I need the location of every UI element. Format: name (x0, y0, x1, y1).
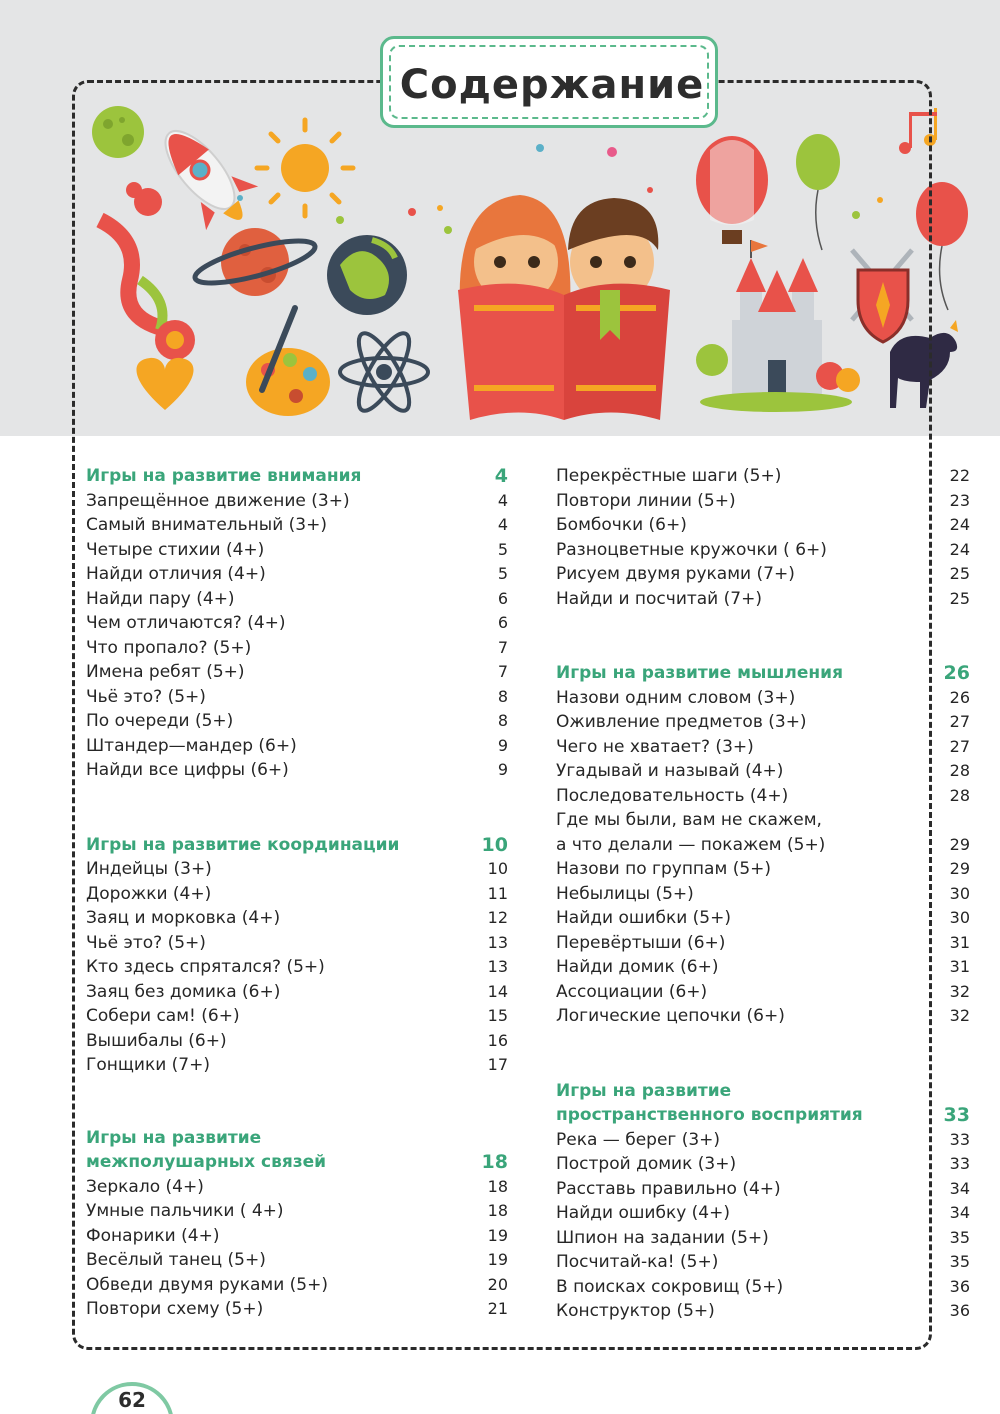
entry-title: Найди ошибку (4+) (556, 1203, 731, 1223)
entry-page-number: 36 (949, 1301, 970, 1320)
entry-title: Ассоциации (6+) (556, 981, 708, 1002)
entry-page-number: 12 (487, 908, 508, 927)
entry-title: Найди ошибки (5+) (556, 908, 731, 928)
section-heading[interactable] (86, 1126, 508, 1175)
contents-entry[interactable] (86, 709, 508, 734)
entry-title: Чем отличаются? (4+) (86, 613, 286, 633)
entry-title: Имена ребят (5+) (86, 662, 245, 682)
entry-page-number: 4 (497, 490, 508, 510)
contents-entry[interactable] (86, 734, 508, 759)
entry-title: Гонщики (7+) (86, 1055, 210, 1075)
entry-page-number: 34 (949, 1203, 970, 1222)
entry-title: Чьё это? (5+) (86, 686, 206, 707)
section-gap (86, 783, 508, 833)
contents-entry[interactable] (556, 464, 970, 489)
section-page-number: 18 (481, 1151, 508, 1173)
contents-entry[interactable] (556, 1152, 970, 1177)
contents-entry[interactable] (556, 1004, 970, 1029)
contents-entry[interactable] (556, 882, 970, 907)
entry-page-number: 18 (487, 1176, 508, 1196)
entry-page-number: 7 (497, 662, 508, 681)
contents-entry[interactable] (86, 489, 508, 514)
contents-entry[interactable] (86, 611, 508, 636)
entry-page-number: 4 (497, 515, 508, 534)
entry-title: Рисуем двумя руками (7+) (556, 564, 795, 584)
section-gap (86, 1078, 508, 1126)
contents-entry[interactable] (556, 1128, 970, 1153)
entry-page-number: 23 (949, 490, 970, 510)
section-heading-line: Игры на развитие внимания (86, 466, 362, 486)
entry-page-number: 24 (949, 539, 970, 559)
entry-title: Разноцветные кружочки ( 6+) (556, 539, 827, 560)
contents-entry[interactable] (556, 735, 970, 760)
entry-title: Заяц без домика (6+) (86, 981, 281, 1002)
contents-entry[interactable] (86, 1175, 508, 1200)
contents-entry[interactable] (86, 1004, 508, 1029)
contents-entry[interactable] (556, 538, 970, 563)
entry-title: Перевёртыши (6+) (556, 932, 726, 953)
entry-title: Шпион на задании (5+) (556, 1227, 769, 1248)
contents-section (86, 464, 508, 783)
entry-page-number: 24 (949, 515, 970, 534)
entry-page-number: 22 (949, 466, 970, 485)
section-page-number: 4 (494, 465, 508, 487)
page-title: Содержание (399, 62, 705, 108)
entry-title: Найди пару (4+) (86, 588, 235, 609)
entry-title: Бомбочки (6+) (556, 515, 687, 535)
entry-page-number: 16 (487, 1030, 508, 1050)
section-gap (556, 1029, 970, 1079)
contents-entry[interactable] (556, 1177, 970, 1202)
entry-page-number: 26 (949, 687, 970, 707)
contents-right-column (556, 464, 970, 1324)
contents-entry[interactable] (556, 784, 970, 809)
entry-title: Оживление предметов (3+) (556, 712, 807, 732)
entry-title: Найди домик (6+) (556, 957, 719, 977)
contents-entry[interactable] (86, 1199, 508, 1224)
entry-title: Логические цепочки (6+) (556, 1006, 785, 1026)
contents-entry[interactable] (556, 562, 970, 587)
entry-title: Штандер—мандер (6+) (86, 735, 297, 756)
entry-title: Перекрёстные шаги (5+) (556, 466, 782, 486)
entry-page-number: 5 (497, 564, 508, 583)
contents-entry[interactable] (556, 587, 970, 612)
contents-entry[interactable] (556, 1226, 970, 1251)
entry-page-number: 32 (949, 981, 970, 1001)
entry-title: Четыре стихии (4+) (86, 539, 265, 560)
entry-page-number: 27 (949, 736, 970, 756)
contents-entry[interactable] (86, 562, 508, 587)
entry-page-number: 33 (949, 1129, 970, 1149)
page-number: 62 (118, 1388, 146, 1412)
entry-title: Чего не хватает? (3+) (556, 736, 754, 757)
entry-page-number: 13 (487, 957, 508, 976)
section-heading-line: Игры на развитие (86, 1127, 262, 1148)
contents-entry[interactable] (556, 489, 970, 514)
entry-page-number: 30 (949, 908, 970, 927)
contents-entry[interactable] (556, 1299, 970, 1324)
entry-title: Назови одним словом (3+) (556, 687, 796, 708)
entry-page-number: 35 (949, 1227, 970, 1247)
contents-entry[interactable] (556, 808, 970, 857)
entry-title: Найди отличия (4+) (86, 564, 266, 584)
contents-entry[interactable] (556, 931, 970, 956)
entry-page-number: 7 (497, 637, 508, 657)
entry-page-number: 6 (497, 588, 508, 608)
section-heading-line: Игры на развитие (556, 1080, 732, 1101)
entry-title: Заяц и морковка (4+) (86, 908, 281, 928)
entry-title: Найди все цифры (6+) (86, 760, 289, 780)
entry-title: Собери сам! (6+) (86, 1006, 240, 1026)
section-heading[interactable] (556, 1079, 970, 1128)
contents-entry[interactable] (86, 1224, 508, 1249)
entry-page-number: 32 (949, 1006, 970, 1025)
contents-entry[interactable] (556, 1201, 970, 1226)
contents-entry[interactable] (86, 758, 508, 783)
contents-left-column (86, 464, 508, 1322)
entry-title: Кто здесь спрятался? (5+) (86, 957, 325, 977)
contents-entry[interactable] (556, 1275, 970, 1300)
contents-entry[interactable] (86, 980, 508, 1005)
entry-page-number: 25 (949, 564, 970, 583)
contents-entry[interactable] (556, 686, 970, 711)
entry-title: Конструктор (5+) (556, 1301, 715, 1321)
contents-entry[interactable] (86, 513, 508, 538)
entry-page-number: 9 (497, 735, 508, 755)
section-heading[interactable] (556, 661, 970, 686)
contents-entry[interactable] (556, 1250, 970, 1275)
contents-entry[interactable] (86, 1248, 508, 1273)
entry-page-number: 28 (949, 785, 970, 805)
entry-title: Река — берег (3+) (556, 1129, 721, 1150)
entry-title: Где мы были, вам не скажем, а что делали — покажем (5+) (556, 810, 826, 855)
contents-entry[interactable] (86, 857, 508, 882)
contents-entry[interactable] (86, 1273, 508, 1298)
entry-title: Назови по группам (5+) (556, 859, 772, 879)
entry-title: Самый внимательный (3+) (86, 515, 327, 535)
entry-page-number: 20 (487, 1274, 508, 1294)
entry-page-number: 31 (949, 932, 970, 952)
section-heading[interactable] (86, 833, 508, 858)
contents-entry[interactable] (86, 636, 508, 661)
contents-entry[interactable] (86, 931, 508, 956)
entry-page-number: 25 (949, 588, 970, 608)
entry-title: Чьё это? (5+) (86, 932, 206, 953)
contents-entry[interactable] (86, 660, 508, 685)
entry-title: Дорожки (4+) (86, 883, 212, 904)
contents-entry[interactable] (86, 955, 508, 980)
contents-section (86, 833, 508, 1078)
entry-title: Угадывай и называй (4+) (556, 761, 784, 781)
entry-page-number: 9 (497, 760, 508, 779)
entry-title: Последовательность (4+) (556, 785, 789, 806)
entry-title: Весёлый танец (5+) (86, 1250, 266, 1270)
contents-entry[interactable] (86, 538, 508, 563)
entry-title: Повтори схему (5+) (86, 1299, 264, 1319)
entry-page-number: 6 (497, 613, 508, 632)
contents-entry[interactable] (86, 906, 508, 931)
contents-entry[interactable] (86, 1297, 508, 1322)
section-heading-line: пространственного восприятия (556, 1105, 863, 1125)
entry-title: Фонарики (4+) (86, 1225, 220, 1246)
entry-page-number: 29 (949, 834, 970, 854)
section-heading-line: Игры на развитие координации (86, 834, 400, 855)
contents-entry[interactable] (556, 710, 970, 735)
entry-title: Что пропало? (5+) (86, 637, 252, 658)
contents-section (556, 1079, 970, 1324)
entry-page-number: 28 (949, 761, 970, 780)
entry-page-number: 30 (949, 883, 970, 903)
entry-page-number: 33 (949, 1154, 970, 1173)
entry-page-number: 19 (487, 1250, 508, 1269)
entry-page-number: 29 (949, 859, 970, 878)
entry-page-number: 35 (949, 1252, 970, 1271)
contents-entry[interactable] (86, 587, 508, 612)
contents-entry[interactable] (556, 906, 970, 931)
entry-title: Умные пальчики ( 4+) (86, 1201, 284, 1221)
contents-entry[interactable] (556, 513, 970, 538)
entry-title: Обведи двумя руками (5+) (86, 1274, 328, 1295)
entry-title: Посчитай-ка! (5+) (556, 1252, 719, 1272)
entry-title: Зеркало (4+) (86, 1176, 204, 1197)
entry-page-number: 34 (949, 1178, 970, 1198)
entry-title: Небылицы (5+) (556, 883, 694, 904)
entry-title: Построй домик (3+) (556, 1154, 737, 1174)
section-page-number: 33 (943, 1104, 970, 1126)
entry-title: Найди и посчитай (7+) (556, 588, 762, 609)
contents-section (86, 1126, 508, 1322)
entry-title: Запрещённое движение (3+) (86, 490, 350, 511)
entry-page-number: 5 (497, 539, 508, 559)
section-heading-line: межполушарных связей (86, 1152, 327, 1172)
entry-page-number: 13 (487, 932, 508, 952)
entry-page-number: 19 (487, 1225, 508, 1245)
entry-page-number: 8 (497, 686, 508, 706)
contents-entry[interactable] (86, 1029, 508, 1054)
entry-page-number: 21 (487, 1299, 508, 1318)
entry-page-number: 27 (949, 712, 970, 731)
entry-title: Индейцы (3+) (86, 859, 212, 879)
entry-title: Вышибалы (6+) (86, 1030, 227, 1051)
entry-page-number: 11 (487, 883, 508, 903)
contents-entry[interactable] (556, 857, 970, 882)
entry-title: Расставь правильно (4+) (556, 1178, 781, 1199)
entry-title: Повтори линии (5+) (556, 490, 736, 511)
entry-page-number: 14 (487, 981, 508, 1001)
section-page-number: 10 (481, 833, 508, 856)
entry-page-number: 36 (949, 1276, 970, 1296)
entry-page-number: 31 (949, 957, 970, 976)
entry-page-number: 10 (487, 859, 508, 878)
section-heading[interactable] (86, 464, 508, 489)
entry-title: В поисках сокровищ (5+) (556, 1276, 784, 1297)
contents-section (556, 464, 970, 611)
contents-entry[interactable] (86, 882, 508, 907)
contents-entry[interactable] (86, 685, 508, 710)
entry-page-number: 18 (487, 1201, 508, 1220)
contents-entry[interactable] (556, 955, 970, 980)
section-heading-line: Игры на развитие мышления (556, 663, 843, 683)
title-box (380, 36, 718, 128)
contents-entry[interactable] (86, 1053, 508, 1078)
contents-entry[interactable] (556, 980, 970, 1005)
contents-section (556, 661, 970, 1029)
section-page-number: 26 (943, 662, 970, 684)
entry-page-number: 17 (487, 1055, 508, 1074)
entry-title: По очереди (5+) (86, 711, 234, 731)
section-gap (556, 611, 970, 661)
entry-page-number: 15 (487, 1006, 508, 1025)
contents-entry[interactable] (556, 759, 970, 784)
entry-page-number: 8 (497, 711, 508, 730)
